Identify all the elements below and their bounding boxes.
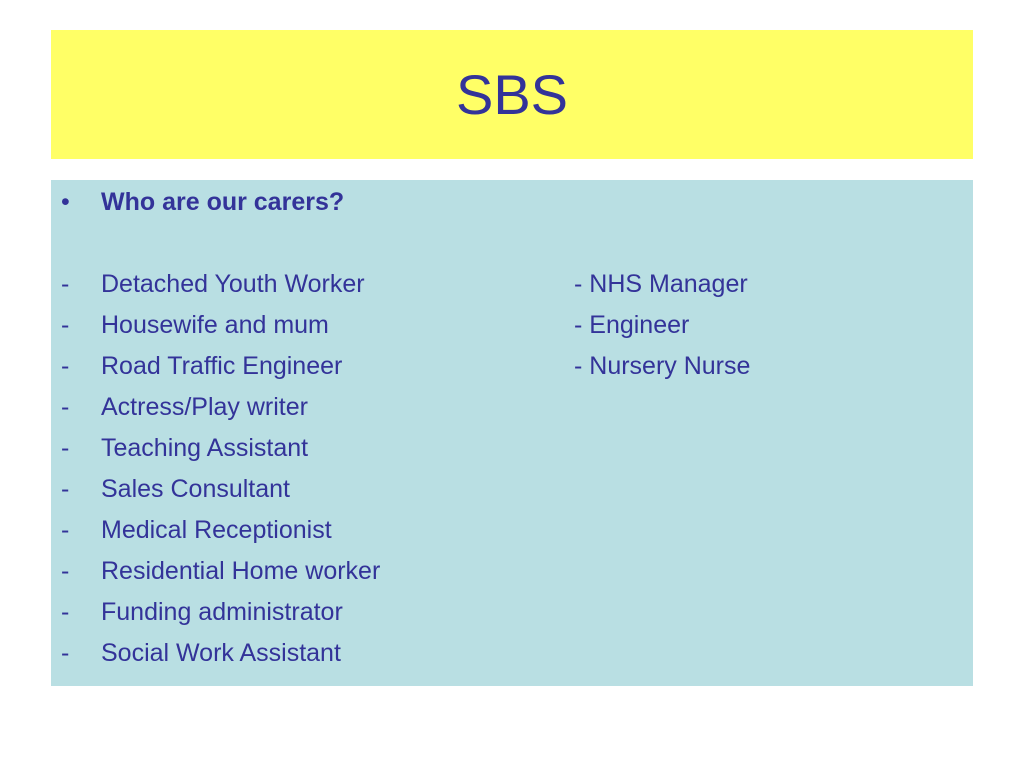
bullet-marker: •: [61, 188, 70, 216]
right-list-item: - Nursery Nurse: [574, 352, 751, 380]
title-area: [51, 30, 973, 159]
list-item-label: Residential Home worker: [101, 557, 381, 585]
dash-marker: -: [61, 393, 70, 421]
list-item-label: Sales Consultant: [101, 475, 291, 503]
right-list-item: - NHS Manager: [574, 270, 748, 298]
dash-marker: -: [61, 270, 70, 298]
list-item-label: Social Work Assistant: [101, 639, 341, 667]
list-item-label: Funding administrator: [101, 598, 343, 626]
list-item-label: Teaching Assistant: [101, 434, 309, 462]
list-item-label: Medical Receptionist: [101, 516, 332, 544]
list-item-label: Actress/Play writer: [101, 393, 308, 421]
slide-title: SBS: [455, 62, 569, 126]
dash-marker: -: [61, 557, 70, 585]
dash-marker: -: [61, 475, 70, 503]
dash-marker: -: [61, 434, 70, 462]
list-item-label: Road Traffic Engineer: [101, 352, 343, 380]
dash-marker: -: [61, 352, 70, 380]
content-area: [51, 180, 973, 686]
list-item-label: Housewife and mum: [101, 311, 329, 339]
right-list-item: - Engineer: [574, 311, 690, 339]
dash-marker: -: [61, 639, 70, 667]
dash-marker: -: [61, 598, 70, 626]
slide-heading: Who are our carers?: [101, 188, 345, 216]
list-item-label: Detached Youth Worker: [101, 270, 365, 298]
dash-marker: -: [61, 311, 70, 339]
dash-marker: -: [61, 516, 70, 544]
